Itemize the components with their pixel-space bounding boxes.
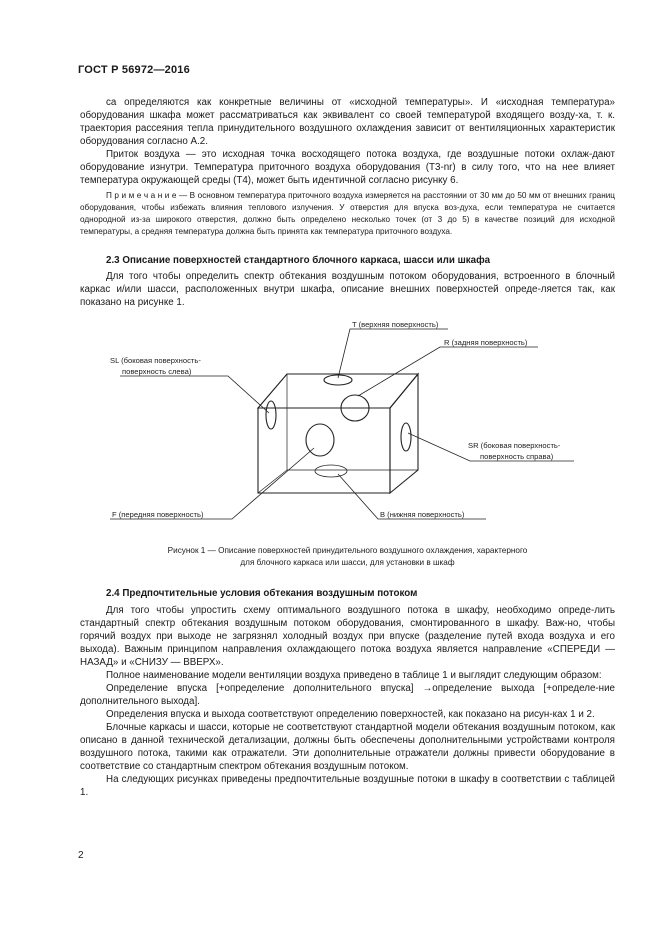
label-right-surface-2: поверхность справа) (480, 452, 554, 461)
document-header: ГОСТ Р 56972—2016 (78, 64, 190, 76)
right-opening (401, 423, 411, 451)
label-left-surface-2: поверхность слева) (122, 367, 192, 376)
paragraph: Для того чтобы упростить схему оптимального воздушного потока в шкафу, необходимо опреде-лить стандартный спектр обтекания воздушным потоком оборудования, смонтированного в шкафу. Важ-но, чтобы горячий воздух при выходе не загрязнял холодный воздух при впуске (разделение путей входа воздуха и его выхода). Важным принципом направления охлаждающего потока воздуха является направление «СПЕРЕДИ — НАЗАД» и «СНИЗУ — ВВЕРХ». (80, 605, 615, 668)
intro-block (80, 96, 615, 238)
paragraph: Определение впуска [+определение дополнительного впуска] →определение выхода [+определе-ние дополнительного выхода]. (80, 683, 615, 707)
paragraph: Приток воздуха — это исходная точка восходящего потока воздуха, где воздушные потоки охлаж-дают оборудование изнутри. Температура приточного воздуха оборудования (Т3-nr) в силу того, что на нее влияет температура окружающей среды (Т4), может быть идентичной согласно рисунку 6. (80, 149, 615, 186)
label-front-surface: F (передняя поверхность) (112, 510, 204, 519)
paragraph: Блочные каркасы и шасси, которые не соответствуют стандартной модели обтекания воздушным потоком, как описано в данной технической детализации, должны быть обеспечены дополнительными устройствами контроля воздушного потока, такими как отражатели. Эти дополнительные отражатели должны привести оборудование в соответствие со стандартным спектром обтекания воздушным потоком. (80, 722, 615, 772)
note-paragraph: П р и м е ч а н и е — В основном температура приточного воздуха измеряется на расстоянии от 30 мм до 50 мм от внешних границ оборудования, чтобы избежать влияния теплового излучения. У отверстия для впуска воз-духа, если температура не считается однородной из-за широкого отверстия, должно быть определено несколько точек (от 3 до 5) в качестве позиций для исходной температуры, а средняя температура должна быть принята как температура приточного воздуха. (80, 191, 615, 236)
paragraph: Для того чтобы определить спектр обтекания воздушным потоком оборудования, встроенного в блочный каркас и/или шасси, расположенных внутри шкафа, описание внешних поверхностей опреде-ляется так, как показано на рисунке 1. (80, 271, 615, 308)
label-right-surface-1: SR (боковая поверхность- (468, 441, 561, 450)
caption-line: Рисунок 1 — Описание поверхностей принудительного воздушного охлаждения, характерного (167, 546, 528, 555)
label-top-surface: T (верхняя поверхность) (352, 320, 439, 329)
paragraph: Полное наименование модели вентиляции воздуха приведено в таблице 1 и выглядит следующим образом: (106, 670, 602, 681)
figure-1-caption (80, 545, 615, 569)
section-2-4-text (80, 604, 615, 799)
paragraph: На следующих рисунках приведены предпочтительные воздушные потоки в шкафу в соответствии с таблицей 1. (80, 774, 615, 798)
left-opening (266, 401, 276, 429)
section-heading-2-3: 2.3 Описание поверхностей стандартного блочного каркаса, шасси или шкафа (106, 255, 491, 266)
box-front-face (258, 408, 390, 493)
box-back-face (287, 374, 418, 470)
caption-line: для блочного каркаса или шасси, для установки в шкаф (240, 558, 455, 567)
section-heading-2-4: 2.4 Предпочтительные условия обтекания воздушным потоком (106, 588, 418, 599)
section-2-3-text (80, 270, 615, 309)
figure-1-diagram (100, 312, 600, 534)
label-rear-surface: R (задняя поверхность) (444, 338, 528, 347)
box-right-face (390, 374, 418, 493)
paragraph: са определяются как конкретные величины от «исходной температуры». И «исходная температура» оборудования шкафа может рассматриваться как эквивалент со своей температурой входящего возду-ха, т. к. траектория рассеяния тепла принудительного воздушного охлаждения зависит от вентиляционных характеристик оборудования согласно А.2. (80, 97, 615, 147)
label-bottom-surface: B (нижняя поверхность) (380, 510, 465, 519)
paragraph: Определения впуска и выхода соответствуют определению поверхностей, как показано на рисун-ках 1 и 2. (106, 709, 595, 720)
bottom-opening (315, 465, 347, 477)
page-number: 2 (78, 850, 84, 861)
label-left-surface-1: SL (боковая поверхность- (110, 356, 201, 365)
